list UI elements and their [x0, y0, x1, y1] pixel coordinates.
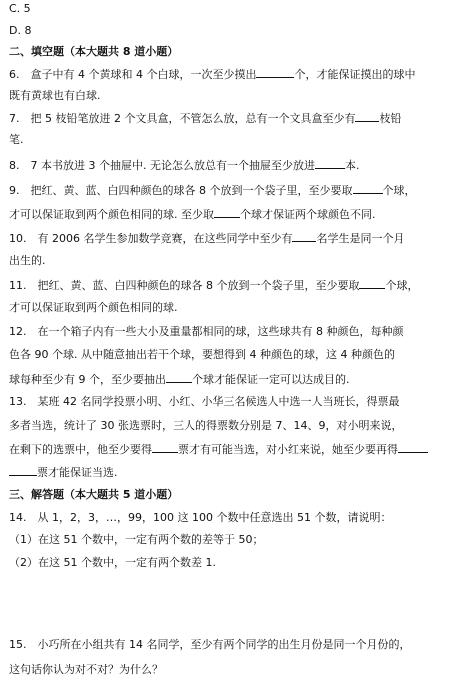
answer-blank[interactable] [166, 371, 192, 383]
question-13-line-2: 多者当选，统计了 30 张选票时，三人的得票数分别是 7、14、9，对小明来说， [9, 419, 403, 432]
answer-blank[interactable] [256, 66, 294, 78]
question-9-line-1: 9. 把红、黄、蓝、白四种颜色的球各 8 个放到一个袋子里，至少要取 个球， [9, 184, 416, 197]
question-12-line-2: 色各 90 个球. 从中随意抽出若干个球，要想得到 4 种颜色的球，这 4 种颜色的 [9, 348, 395, 361]
question-13-line-1: 13. 某班 42 名同学投票小明、小红、小华三名候选人中选一人当班长，得票最 [9, 395, 400, 408]
option-d: D. 8 [9, 24, 32, 37]
answer-blank[interactable] [292, 230, 316, 242]
question-7-line-2: 笔. [9, 133, 24, 146]
answer-blank[interactable] [9, 464, 37, 476]
answer-blank[interactable] [353, 182, 383, 194]
question-12-line-3: 球每种至少有 9 个，至少要抽出 个球才能保证一定可以达成目的. [9, 373, 350, 386]
question-11-line-1: 11. 把红、黄、蓝、白四种颜色的球各 8 个放到一个袋子里，至少要取 个球， [9, 279, 419, 292]
question-6-line-2: 既有黄球也有白球. [9, 89, 101, 102]
answer-blank[interactable] [214, 206, 240, 218]
question-11-line-2: 才可以保证取到两个颜色相同的球. [9, 301, 178, 314]
question-14-line-1: 14. 从 1，2，3，…，99，100 这 100 个数中任意选出 51 个数，请说明： [9, 511, 392, 524]
question-14-part-1: （1）在这 51 个数中，一定有两个数的差等于 50； [9, 533, 264, 546]
section-title-fill-in: 二、填空题（本大题共 8 道小题） [9, 45, 179, 58]
answer-blank[interactable] [398, 441, 428, 453]
question-12-line-1: 12. 在一个箱子内有一些大小及重量都相同的球，这些球共有 8 种颜色，每种颜 [9, 325, 404, 338]
answer-blank[interactable] [152, 441, 178, 453]
question-6-line-1: 6. 盒子中有 4 个黄球和 4 个白球，一次至少摸出 个，才能保证摸出的球中 [9, 68, 416, 81]
answer-blank[interactable] [359, 277, 385, 289]
question-15-line-2: 这句话你认为对不对？为什么？ [9, 663, 163, 676]
answer-blank[interactable] [355, 110, 379, 122]
question-14-part-2: （2）在这 51 个数中，一定有两个数差 1. [9, 556, 216, 569]
question-7-line-1: 7. 把 5 枝铅笔放进 2 个文具盒，不管怎么放，总有一个文具盒至少有 枝铅 [9, 112, 402, 125]
option-c: C. 5 [9, 2, 31, 15]
question-15-line-1: 15. 小巧所在小组共有 14 名同学，至少有两个同学的出生月份是同一个月份的， [9, 638, 411, 651]
question-10-line-1: 10. 有 2006 名学生参加数学竞赛，在这些同学中至少有 名学生是同一个月 [9, 232, 405, 245]
question-8: 8. 7 本书放进 3 个抽屉中. 无论怎么放总有一个抽屉至少放进 本. [9, 159, 360, 172]
section-title-answer: 三、解答题（本大题共 5 道小题） [9, 488, 179, 501]
question-9-line-2: 才可以保证取到两个颜色相同的球. 至少取 个球才保证两个球颜色不同. [9, 208, 376, 221]
answer-blank[interactable] [315, 157, 345, 169]
question-10-line-2: 出生的. [9, 254, 46, 267]
question-13-line-3: 在剩下的选票中，他至少要得 票才有可能当选，对小红来说，她至少要再得 [9, 441, 450, 458]
question-13-line-4: 票才能保证当选. [9, 464, 450, 481]
